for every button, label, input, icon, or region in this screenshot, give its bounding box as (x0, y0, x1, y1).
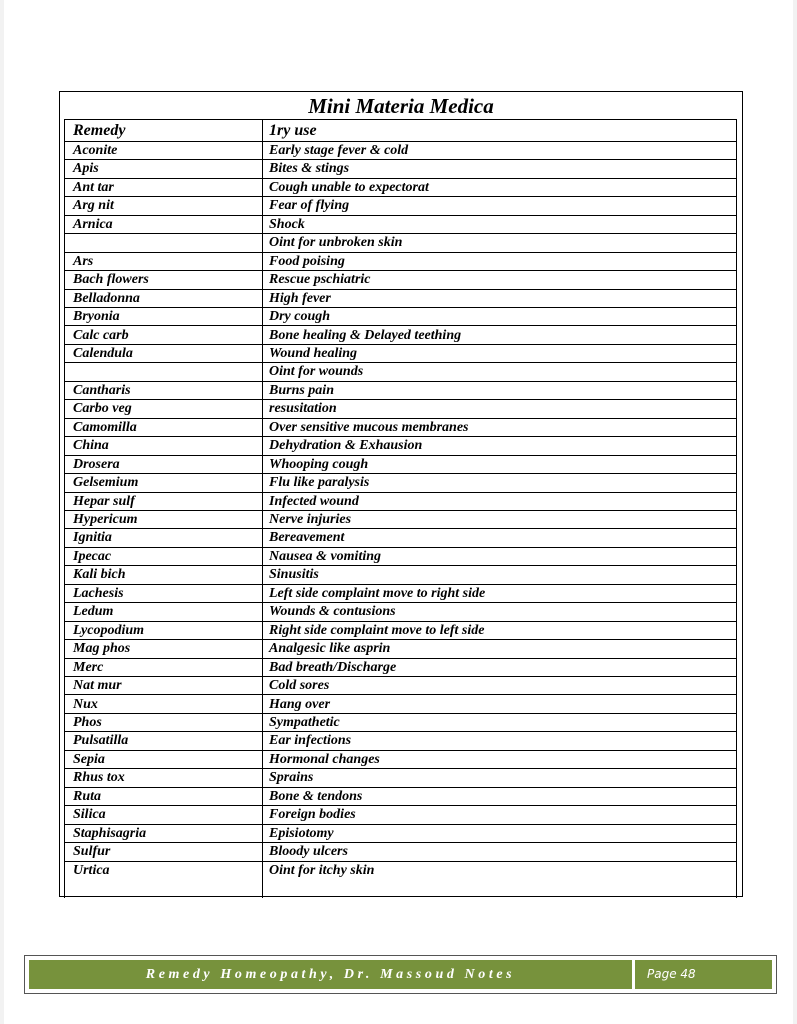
table-row (65, 529, 736, 547)
remedy-cell: Gelsemium (73, 475, 139, 491)
use-cell: resusitation (269, 401, 337, 417)
use-cell: Food poising (269, 253, 345, 269)
table-row (65, 382, 736, 400)
remedy-cell: Arg nit (73, 198, 114, 214)
use-cell: Sympathetic (269, 714, 340, 730)
table-row (65, 419, 736, 437)
table-row (65, 234, 736, 252)
remedy-cell: Phos (73, 714, 102, 730)
table-row (65, 548, 736, 566)
use-cell: Whooping cough (269, 456, 369, 472)
use-cell: Bites & stings (269, 161, 350, 177)
use-cell: High fever (269, 290, 331, 306)
remedy-cell: Lycopodium (73, 622, 145, 638)
table-row (65, 400, 736, 418)
remedy-cell: Merc (73, 659, 104, 675)
table-row (65, 640, 736, 658)
table-row (65, 493, 736, 511)
use-cell: Sinusitis (269, 567, 319, 583)
table-row (65, 511, 736, 529)
table-row (65, 732, 736, 750)
use-cell: Rescue pschiatric (269, 272, 371, 288)
remedy-cell: Carbo veg (73, 401, 132, 417)
table-row (65, 253, 736, 271)
table-row (65, 659, 736, 677)
remedy-cell: Lachesis (73, 585, 124, 601)
remedy-cell: Drosera (73, 456, 120, 472)
table-grid (64, 119, 737, 898)
use-cell: Hang over (269, 696, 331, 712)
remedy-cell: Kali bich (73, 567, 126, 583)
table-title: Mini Materia Medica (308, 94, 494, 118)
use-cell: Analgesic like asprin (269, 641, 391, 657)
remedy-cell: Belladonna (73, 290, 140, 306)
table-row (65, 197, 736, 215)
table-row (65, 788, 736, 806)
remedy-cell: Sepia (73, 751, 105, 767)
remedy-cell: Aconite (73, 143, 118, 158)
table-row (65, 474, 736, 492)
remedy-cell: Ledum (73, 604, 114, 620)
remedy-cell: Nux (73, 696, 98, 712)
use-cell: Dry cough (269, 309, 331, 325)
use-cell: Oint for itchy skin (269, 862, 375, 878)
table-row (65, 363, 736, 381)
table-row (65, 825, 736, 843)
page-footer (24, 955, 777, 994)
remedy-cell: Arnica (73, 216, 113, 232)
use-cell: Foreign bodies (269, 807, 356, 823)
document-page (4, 0, 793, 1024)
remedy-cell: Rhus tox (73, 770, 125, 786)
use-cell: Nerve injuries (269, 512, 352, 527)
remedy-cell: Ruta (73, 788, 102, 804)
remedy-cell: Camomilla (73, 419, 137, 435)
table-header-row (65, 120, 736, 142)
remedy-cell: Ignitia (73, 530, 112, 546)
use-cell: Wound healing (269, 345, 358, 361)
remedy-cell: Pulsatilla (73, 733, 129, 749)
use-cell: Bone & tendons (269, 788, 363, 804)
table-row (65, 160, 736, 178)
use-cell: Over sensitive mucous membranes (269, 419, 469, 435)
header-use: 1ry use (269, 122, 317, 139)
remedy-cell: Staphisagria (73, 825, 147, 841)
table-row (65, 566, 736, 584)
table-row (65, 216, 736, 234)
remedy-cell: Bach flowers (73, 272, 149, 288)
use-cell: Shock (269, 216, 305, 232)
use-cell: Bad breath/Discharge (269, 659, 397, 675)
table-row (65, 308, 736, 326)
use-cell: Right side complaint move to left side (269, 622, 485, 638)
table-row (65, 603, 736, 621)
remedy-cell: Nat mur (73, 678, 122, 694)
remedy-cell: Sulfur (73, 844, 111, 860)
table-row (65, 585, 736, 603)
table-row (65, 806, 736, 824)
use-cell: Dehydration & Exhausion (269, 438, 423, 454)
use-cell: Infected wound (269, 493, 359, 509)
remedy-cell: Mag phos (73, 641, 131, 657)
use-cell: Oint for unbroken skin (269, 235, 403, 251)
materia-medica-table (59, 91, 743, 897)
table-row (65, 290, 736, 308)
header-remedy: Remedy (73, 122, 126, 139)
remedy-cell: Ant tar (73, 179, 114, 195)
remedy-cell: Hypericum (73, 512, 138, 527)
table-row (65, 843, 736, 861)
use-cell: Episiotomy (269, 825, 334, 841)
remedy-cell: Hepar sulf (73, 493, 135, 509)
use-cell: Sprains (269, 770, 314, 786)
footer-title: Remedy Homeopathy, Dr. Massoud Notes (29, 960, 632, 989)
use-cell: Ear infections (269, 733, 352, 749)
use-cell: Early stage fever & cold (269, 143, 409, 158)
use-cell: Left side complaint move to right side (269, 585, 486, 601)
table-row (65, 696, 736, 714)
table-row (65, 751, 736, 769)
remedy-cell: Urtica (73, 862, 110, 878)
use-cell: Bereavement (269, 530, 345, 546)
table-row (65, 456, 736, 474)
table-row (65, 179, 736, 197)
remedy-cell: Ars (73, 253, 94, 269)
remedy-cell: Cantharis (73, 382, 131, 398)
table-row (65, 862, 736, 899)
table-row (65, 714, 736, 732)
use-cell: Burns pain (269, 382, 334, 398)
remedy-cell: Ipecac (73, 548, 112, 564)
page-number: Page 48 (635, 960, 772, 989)
use-cell: Cough unable to expectorat (269, 179, 429, 195)
use-cell: Wounds & contusions (269, 604, 396, 620)
use-cell: Bone healing & Delayed teething (269, 327, 462, 343)
table-row (65, 622, 736, 640)
remedy-cell: Apis (73, 161, 99, 177)
table-row (65, 327, 736, 345)
use-cell: Hormonal changes (269, 751, 380, 767)
remedy-cell: Calendula (73, 345, 133, 361)
use-cell: Nausea & vomiting (269, 548, 382, 564)
remedy-cell: Bryonia (73, 309, 120, 325)
table-row (65, 437, 736, 455)
table-row (65, 677, 736, 695)
table-row (65, 142, 736, 160)
table-row (65, 769, 736, 787)
table-row (65, 271, 736, 289)
remedy-cell: China (73, 438, 109, 454)
table-row (65, 345, 736, 363)
use-cell: Oint for wounds (269, 364, 364, 380)
use-cell: Fear of flying (269, 198, 350, 214)
remedy-cell: Silica (73, 807, 106, 823)
use-cell: Bloody ulcers (269, 844, 348, 860)
remedy-cell: Calc carb (73, 327, 129, 343)
use-cell: Cold sores (269, 678, 330, 694)
use-cell: Flu like paralysis (269, 475, 370, 491)
